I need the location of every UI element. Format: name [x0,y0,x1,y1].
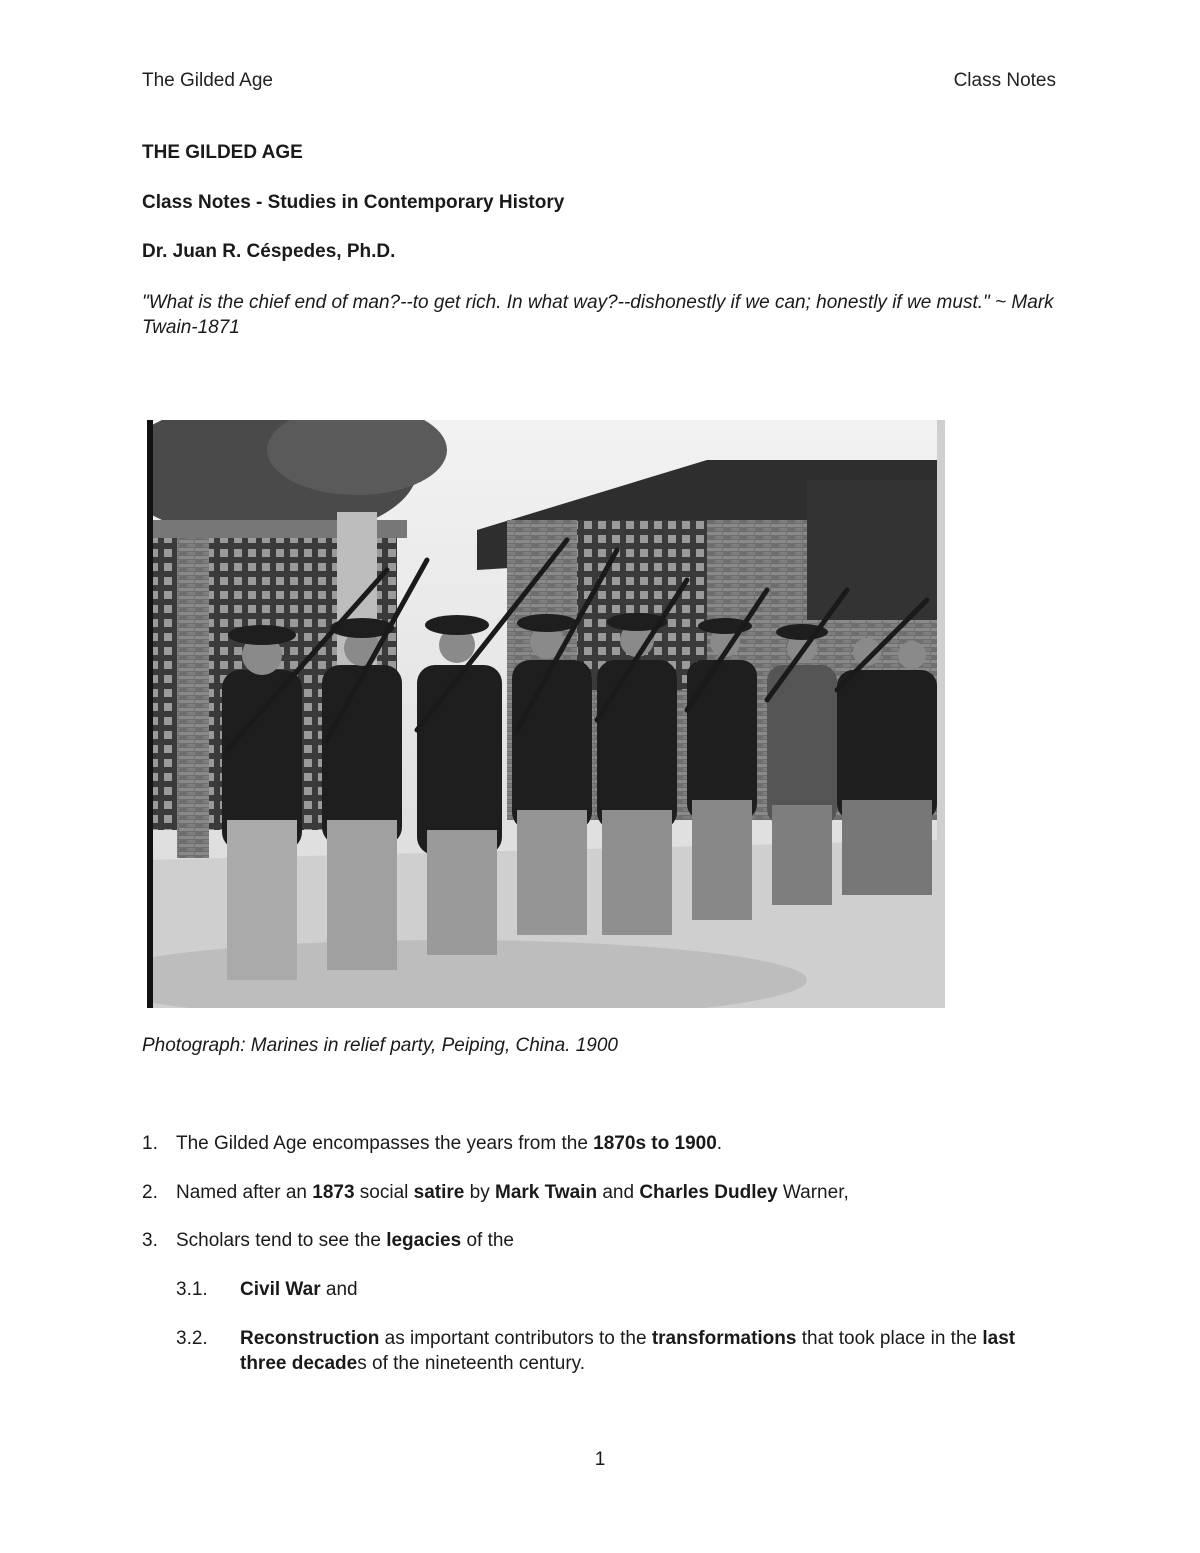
text-run: that took place in the [796,1328,983,1349]
emphasis: 1873 [312,1182,355,1203]
list-item-number: 2. [142,1182,158,1203]
emphasis: Charles Dudley [639,1182,778,1203]
header-right: Class Notes [953,70,1056,91]
document-subtitle: Class Notes - Studies in Contemporary History [142,192,565,213]
text-run: Named after an [176,1182,313,1203]
quote-attribution: ~ Mark Twain-1871 [142,292,1054,338]
list-item-number: 1. [142,1133,158,1154]
text-run: of the [461,1230,515,1251]
list-item-text [240,1277,358,1302]
historical-photograph [147,420,945,1008]
header-left: The Gilded Age [142,70,273,91]
epigraph-quote [142,290,1057,340]
text-run: as important contributors to the [379,1328,652,1349]
photo-caption: Photograph: Marines in relief party, Peiping, China. 1900 [142,1035,618,1056]
list-item-number: 3.2. [176,1328,208,1349]
text-run: by [464,1182,495,1203]
page-number: 1 [594,1449,606,1470]
emphasis: Civil War [240,1279,321,1300]
emphasis: 1870s to 1900 [593,1133,717,1154]
emphasis: transformations [651,1328,797,1349]
list-item-text [176,1228,514,1253]
emphasis: satire [413,1182,465,1203]
emphasis: Reconstruction [240,1328,380,1349]
emphasis: legacies [386,1230,462,1251]
list-item-text [176,1180,849,1205]
text-run: Scholars tend to see the [176,1230,387,1251]
list-item-number: 3.1. [176,1279,208,1300]
text-run: s of the nineteenth century. [357,1353,586,1374]
list-item-text [240,1326,1050,1376]
text-run: and [597,1182,640,1203]
text-run: Warner, [777,1182,849,1203]
text-run: social [354,1182,414,1203]
list-item-text [176,1131,722,1156]
document-author: Dr. Juan R. Céspedes, Ph.D. [142,241,396,262]
document-title: THE GILDED AGE [142,142,303,163]
emphasis: last three decade [240,1328,1016,1374]
quote-text: "What is the chief end of man?--to get rich. In what way?--dishonestly if we can; honestly if we must." [142,292,990,313]
text-run: The Gilded Age encompasses the years from the [176,1133,594,1154]
emphasis: Mark Twain [495,1182,598,1203]
text-run: . [716,1133,723,1154]
list-item-number: 3. [142,1230,158,1251]
text-run: and [320,1279,358,1300]
